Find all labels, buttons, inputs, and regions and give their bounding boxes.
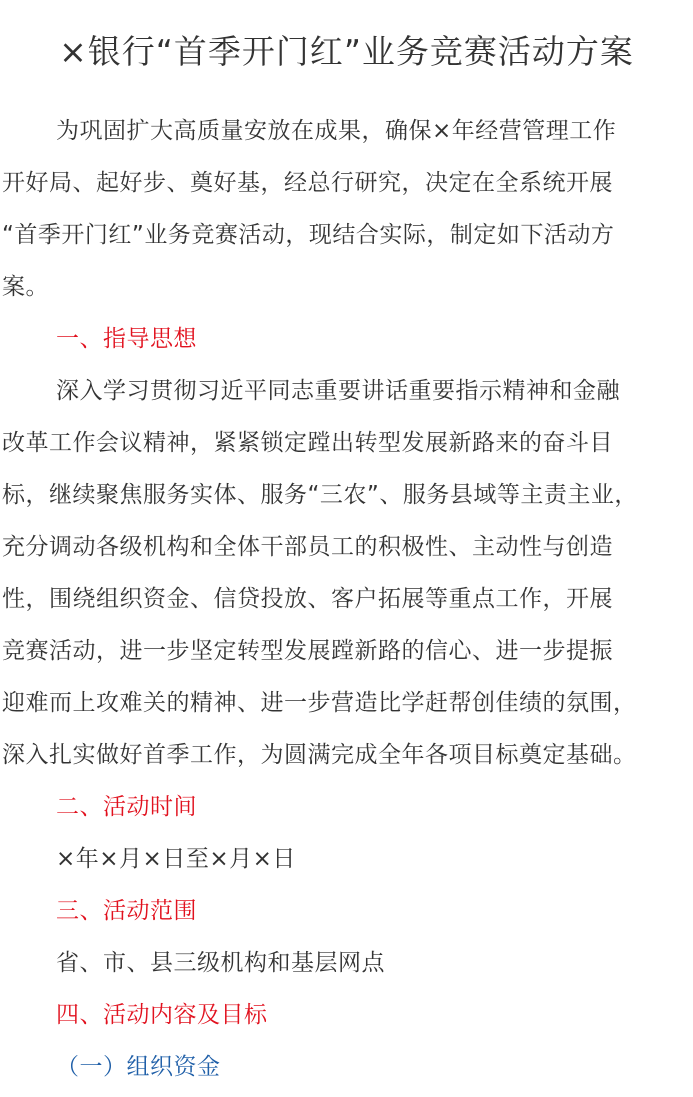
section-heading-guiding-ideology: 一、指导思想 <box>56 326 197 352</box>
paragraph-line: 深入扎实做好首季工作，为圆满完成全年各项目标奠定基础。 <box>2 742 637 768</box>
section-paragraph-guiding-ideology <box>2 365 692 781</box>
section-heading-activity-scope: 三、活动范围 <box>56 898 197 924</box>
intro-line: 案。 <box>2 274 49 300</box>
intro-line: 开好局、起好步、奠好基，经总行研究，决定在全系统开展 <box>2 170 613 196</box>
intro-line: 为巩固扩大高质量安放在成果，确保×年经营管理工作 <box>56 118 617 144</box>
document-title: ×银行“首季开门红”业务竞赛活动方案 <box>59 32 634 71</box>
paragraph-line: 迎难而上攻难关的精神、进一步营造比学赶帮创佳绩的氛围， <box>2 690 637 716</box>
paragraph-line: 改革工作会议精神，紧紧锁定蹚出转型发展新路来的奋斗目 <box>2 430 613 456</box>
section-heading-activity-time: 二、活动时间 <box>56 794 197 820</box>
activity-scope-text: 省、市、县三级机构和基层网点 <box>56 950 385 976</box>
paragraph-line: 充分调动各级机构和全体干部员工的积极性、主动性与创造 <box>2 534 613 560</box>
paragraph-line: 标，继续聚焦服务实体、服务“三农”、服务县域等主责主业， <box>2 482 638 508</box>
paragraph-line: 竞赛活动，进一步坚定转型发展蹚新路的信心、进一步提振 <box>2 638 613 664</box>
section-heading-content-and-goals: 四、活动内容及目标 <box>56 1002 268 1028</box>
paragraph-line: 深入学习贯彻习近平同志重要讲话重要指示精神和金融 <box>56 378 620 404</box>
subsection-heading-organize-funds: （一）组织资金 <box>56 1054 221 1080</box>
activity-time-text: ×年×月×日至×月×日 <box>56 846 296 872</box>
paragraph-line: 性，围绕组织资金、信贷投放、客户拓展等重点工作，开展 <box>2 586 613 612</box>
intro-paragraph <box>2 105 692 313</box>
intro-line: “首季开门红”业务竞赛活动，现结合实际，制定如下活动方 <box>2 222 615 248</box>
